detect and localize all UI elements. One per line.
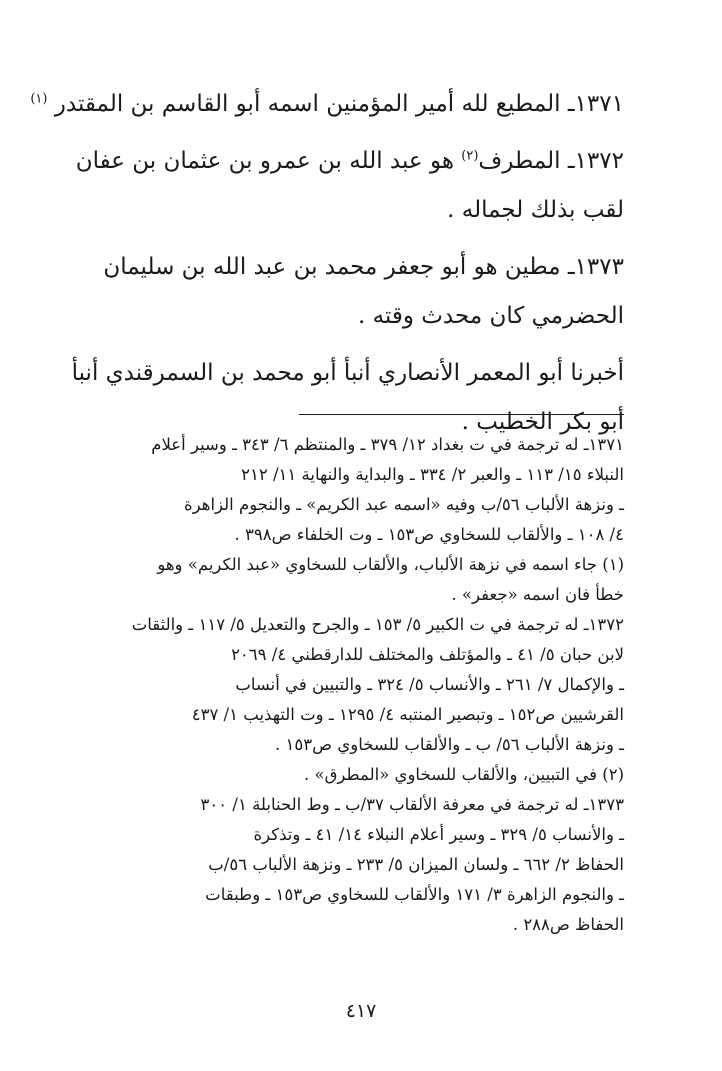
- footnote-divider: [299, 414, 624, 415]
- footnotes: [94, 430, 624, 940]
- entry-1372-text: هو عبد الله بن عمرو بن عثمان بن عفان: [75, 148, 462, 174]
- entry-1372-head: ١٣٧٢ـ المطرف: [478, 148, 624, 174]
- footnote-line: ـ والإكمال ٧/ ٢٦١ ـ والأنساب ٥/ ٣٢٤ ـ والتبيين في أنساب: [235, 675, 624, 694]
- footnote-line: ١٣٧٢ـ له ترجمة في ت الكبير ٥/ ١٥٣ ـ والجرح والتعديل ٥/ ١١٧ ـ والثقات: [131, 615, 624, 634]
- footnote-line: ـ والأنساب ٥/ ٣٢٩ ـ وسير أعلام النبلاء ١٤/ ٤١ ـ وتذكرة: [253, 825, 624, 844]
- footnote-line: ـ ونزهة الألباب ٥٦/ ب ـ والألقاب للسخاوي ص١٥٣ .: [275, 735, 624, 754]
- footnote-line: ـ والنجوم الزاهرة ٣/ ١٧١ والألقاب للسخاوي ص١٥٣ ـ وطبقات: [205, 885, 624, 904]
- footnote-line: (٢) في التبيين، والألقاب للسخاوي «المطرق» .: [304, 765, 624, 784]
- footnote-note-2: [94, 760, 624, 790]
- footnote-line: الحفاظ ص٢٨٨ .: [512, 915, 624, 934]
- footnote-1373: [94, 790, 624, 940]
- footnote-note-1: [94, 550, 624, 610]
- narration-line1: أخبرنا أبو المعمر الأنصاري أنبأ أبو محمد بن السمرقندي أنبأ: [71, 360, 624, 386]
- entry-1371: [30, 80, 624, 129]
- footnote-ref-1: (١): [30, 91, 48, 107]
- entry-1371-text: ١٣٧١ـ المطيع لله أمير المؤمنين اسمه أبو القاسم بن المقتدر: [54, 91, 624, 117]
- footnote-line: ـ ونزهة الألباب ٥٦/ب وفيه «اسمه عبد الكريم» ـ والنجوم الزاهرة: [184, 495, 624, 514]
- entry-1372: [75, 137, 624, 235]
- footnote-line: ٤/ ١٠٨ ـ والألقاب للسخاوي ص١٥٣ ـ وت الخلفاء ص٣٩٨ .: [234, 525, 624, 544]
- entry-1373-line1: ١٣٧٣ـ مطين هو أبو جعفر محمد بن عبد الله بن سليمان: [103, 254, 624, 280]
- entry-1373-line2: الحضرمي كان محدث وقته .: [357, 303, 624, 329]
- footnote-1371: [94, 430, 624, 550]
- footnote-line: لابن حبان ٥/ ٤١ ـ والمؤتلف والمختلف للدارقطني ٤/ ٢٠٦٩: [231, 645, 624, 664]
- footnote-line: النبلاء ١٥/ ١١٣ ـ والعبر ٢/ ٣٣٤ ـ والبداية والنهاية ١١/ ٢١٢: [241, 465, 624, 484]
- footnote-1372: [94, 610, 624, 760]
- page-number: ٤١٧: [345, 1000, 377, 1022]
- entry-1372-line2: لقب بذلك لجماله .: [447, 197, 624, 223]
- footnote-ref-2: (٢): [461, 148, 479, 164]
- entry-1373: [94, 243, 624, 341]
- main-text: [30, 80, 624, 447]
- footnote-line: (١) جاء اسمه في نزهة الألباب، والألقاب للسخاوي «عبد الكريم» وهو: [157, 555, 624, 574]
- narration-line2: أبو بكر الخطيب .: [461, 409, 624, 435]
- footnote-line: ١٣٧١ـ له ترجمة في ت بغداد ١٢/ ٣٧٩ ـ والمنتظم ٦/ ٣٤٣ ـ وسير أعلام: [151, 435, 624, 454]
- footnote-line: خطأ فان اسمه «جعفر» .: [451, 585, 624, 604]
- footnote-line: القرشيين ص١٥٢ ـ وتبصير المنتبه ٤/ ١٢٩٥ ـ وت التهذيب ١/ ٤٣٧: [191, 705, 624, 724]
- footnote-line: ١٣٧٣ـ له ترجمة في معرفة الألقاب ٣٧/ب ـ وط الحنابلة ١/ ٣٠٠: [200, 795, 624, 814]
- footnote-line: الحفاظ ٢/ ٦٦٢ ـ ولسان الميزان ٥/ ٢٣٣ ـ ونزهة الألباب ٥٦/ب: [208, 855, 624, 874]
